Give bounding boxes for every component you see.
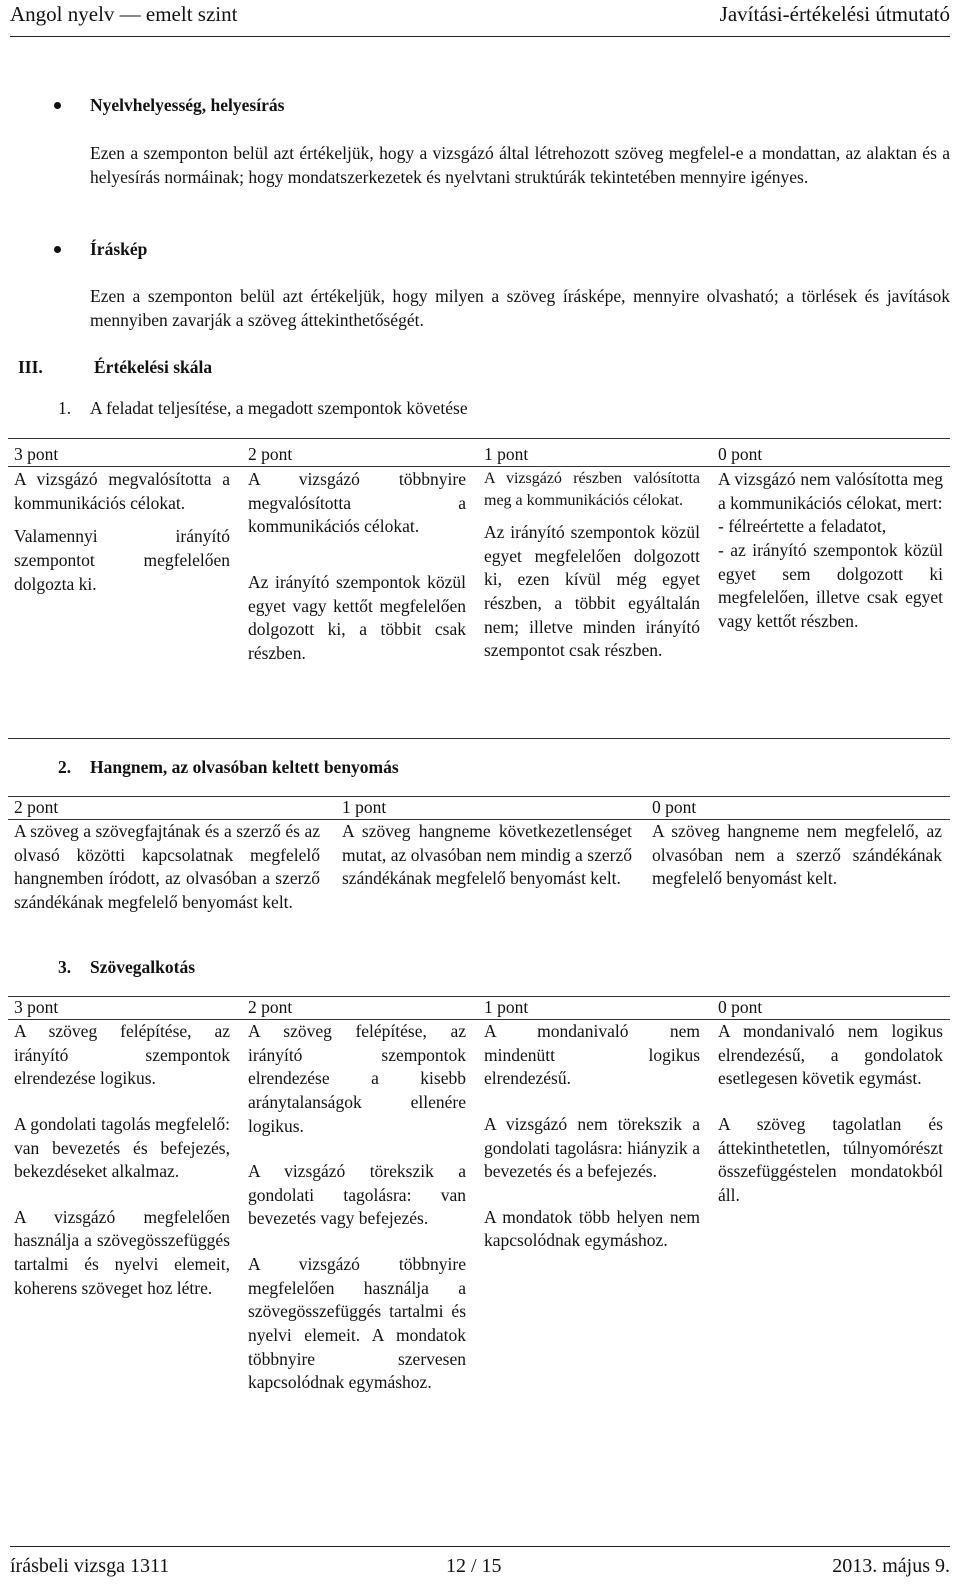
table-rule bbox=[8, 738, 950, 739]
table2-number: 2. bbox=[58, 757, 72, 777]
cell-text: Az irányító szempontok közül egyet vagy kettőt megfelelően dolgozott ki, a többit csak részben. bbox=[248, 571, 466, 663]
cell-3-points bbox=[14, 1020, 230, 1300]
cell-text: A vizsgázó megfelelően használja a szövegösszefüggés tartalmi és nyelvi elemeit, koherens szöveget hoz létre. bbox=[14, 1206, 230, 1298]
footer-exam-id: írásbeli vizsga 1311 bbox=[10, 1555, 170, 1577]
cell-2-points: A szöveg a szövegfajtának és a szerző és az olvasó közötti kapcsolatnak megfelelő hangnemben íródott, az olvasóban a szerző szándékának megfelelő benyomást kelt. bbox=[14, 821, 320, 912]
cell-text: A vizsgázó megvalósította a kommunikációs célokat. bbox=[14, 469, 230, 513]
table-rule bbox=[8, 466, 950, 467]
scoring-table-task bbox=[8, 438, 950, 740]
cell-text: Az irányító szempontok közül egyet megfelelően dolgozott ki, ezen kívül még egyet részben, a többit egyáltalán nem; illetve minden irányító szempontot csak részben. bbox=[484, 522, 700, 661]
bullet-icon bbox=[54, 102, 61, 109]
bullet-icon bbox=[54, 246, 61, 253]
section-number: III. bbox=[18, 357, 43, 377]
cell-text: A gondolati tagolás megfelelő: van bevezetés és befejezés, bekezdéseket alkalmaz. bbox=[14, 1113, 230, 1182]
cell-3-points bbox=[14, 468, 230, 596]
table3-number: 3. bbox=[58, 957, 72, 977]
cell-text: A szöveg tagolatlan és áttekinthetetlen, túlnyomórészt összefüggéstelen mondatokból áll. bbox=[718, 1113, 943, 1205]
header-3-points: 3 pont bbox=[14, 997, 59, 1017]
header-subject: Angol nyelv — emelt szint bbox=[10, 2, 238, 26]
header-1-point: 1 pont bbox=[484, 997, 529, 1017]
header-2-points: 2 pont bbox=[14, 797, 59, 817]
cell-2-points bbox=[248, 1020, 466, 1395]
footer-date: 2013. május 9. bbox=[832, 1555, 950, 1577]
cell-text: A mondanivaló nem mindenütt logikus elrendezésű. bbox=[484, 1021, 700, 1089]
scoring-table-tone bbox=[8, 796, 950, 942]
cell-text: A vizsgázó nem törekszik a gondolati tagolásra: hiányzik a bevezetés és a befejezés. bbox=[484, 1113, 700, 1182]
cell-text: A vizsgázó többnyire megfelelően használja a szövegösszefüggés tartalmi és nyelvi elemeit. A mondatok többnyire szervesen kapcsolódnak egymáshoz. bbox=[248, 1254, 466, 1393]
section-title: Értékelési skála bbox=[94, 357, 213, 377]
table-rule bbox=[8, 438, 950, 439]
cell-text: - félreértette a feladatot, bbox=[718, 516, 887, 537]
header-0-points: 0 pont bbox=[718, 444, 763, 464]
cell-text: A szöveg felépítése, az irányító szempontok elrendezése logikus. bbox=[14, 1021, 230, 1089]
table3-title: Szövegalkotás bbox=[90, 957, 195, 977]
header-2-points: 2 pont bbox=[248, 997, 293, 1017]
cell-text: Valamennyi irányító szempontot megfelelően dolgozta ki. bbox=[14, 526, 230, 594]
cell-text: A vizsgázó nem valósította meg a kommunikációs célokat, mert: bbox=[718, 469, 943, 513]
cell-0-points bbox=[718, 1020, 943, 1207]
header-1-point: 1 pont bbox=[342, 797, 387, 817]
cell-2-points bbox=[248, 468, 466, 665]
table1-title: A feladat teljesítése, a megadott szempontok követése bbox=[90, 398, 468, 418]
page-footer bbox=[10, 1546, 950, 1583]
bullet-text-grammar: Ezen a szemponton belül azt értékeljük, hogy a vizsgázó által létrehozott szöveg megfelel-e a mondattan, az alaktan és a helyesírás normáinak; hogy mondatszerkezetek és nyelvtani struktúrák tekintetében mennyire igényes. bbox=[90, 143, 950, 187]
table-rule bbox=[8, 996, 950, 997]
cell-text: A vizsgázó törekszik a gondolati tagolásra: van bevezetés vagy befejezés. bbox=[248, 1161, 466, 1229]
table2-title: Hangnem, az olvasóban keltett benyomás bbox=[90, 757, 399, 777]
bullet-title-layout: Íráskép bbox=[90, 239, 148, 259]
cell-text: A vizsgázó részben valósította meg a kommunikációs célokat. bbox=[484, 470, 700, 509]
cell-0-points: A szöveg hangneme nem megfelelő, az olvasóban nem a szerző szándékának megfelelő benyomást kelt. bbox=[652, 821, 942, 889]
header-1-point: 1 pont bbox=[484, 444, 529, 464]
cell-text: A szöveg felépítése, az irányító szempontok elrendezése a kisebb aránytalanságok ellenére logikus. bbox=[248, 1021, 466, 1136]
cell-1-point bbox=[484, 1020, 700, 1253]
cell-1-point: A szöveg hangneme következetlenséget mutat, az olvasóban nem mindig a szerző szándékának megfelelő benyomást kelt. bbox=[342, 821, 632, 889]
table1-number: 1. bbox=[58, 398, 72, 418]
cell-1-point bbox=[484, 468, 700, 663]
cell-text: A mondanivaló nem logikus elrendezésű, a gondolatok esetlegesen követik egymást. bbox=[718, 1021, 943, 1089]
cell-0-points bbox=[718, 468, 943, 633]
header-doc-title: Javítási-értékelési útmutató bbox=[719, 2, 950, 26]
page-number: 12 / 15 bbox=[446, 1555, 502, 1577]
header-3-points: 3 pont bbox=[14, 444, 59, 464]
bullet-title-grammar: Nyelvhelyesség, helyesírás bbox=[90, 95, 285, 115]
header-0-points: 0 pont bbox=[718, 997, 763, 1017]
cell-text: - az irányító szempontok közül egyet sem dolgozott ki megfelelően, illetve csak egyet vagy kettőt részben. bbox=[718, 539, 943, 631]
cell-text: A mondatok több helyen nem kapcsolódnak egymáshoz. bbox=[484, 1206, 700, 1251]
table-rule bbox=[8, 796, 950, 797]
header-0-points: 0 pont bbox=[652, 797, 697, 817]
scoring-table-composition bbox=[8, 996, 950, 1436]
bullet-text-layout: Ezen a szemponton belül azt értékeljük, hogy milyen a szöveg írásképe, mennyire olvasható; a törlések és javítások mennyiben zavarják a szöveg áttekinthetőségét. bbox=[90, 286, 950, 330]
header-2-points: 2 pont bbox=[248, 444, 293, 464]
page-header bbox=[10, 0, 950, 37]
cell-text: A vizsgázó többnyire megvalósította a kommunikációs célokat. bbox=[248, 469, 466, 537]
